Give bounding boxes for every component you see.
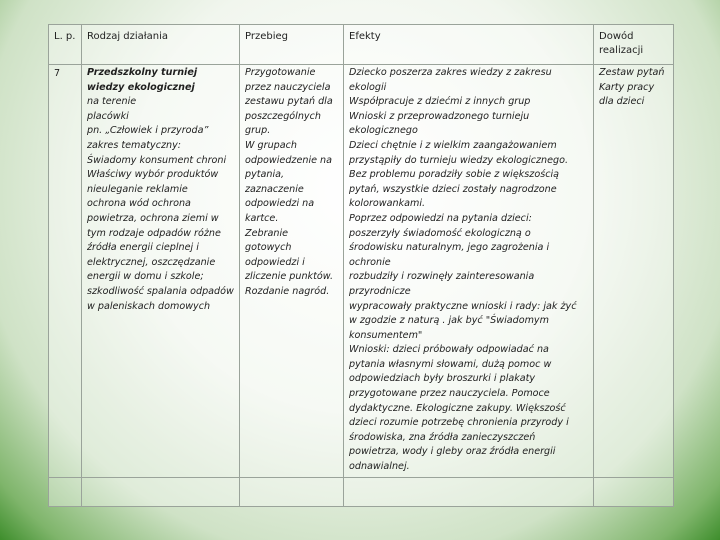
efekty-line: Współpracuje z dziećmi z innych grup <box>349 96 531 108</box>
efekty-line: konsumentem" <box>349 329 423 341</box>
efekty-line: dzieci rozumie potrzebę chronienia przyrody i <box>349 417 569 429</box>
efekty-line: Wnioski z przeprowadzonego turnieju <box>349 110 530 122</box>
efekty-line: środowiska, zna źródła zanieczyszczeń <box>349 431 536 443</box>
efekty-line: kolorowankami. <box>349 198 426 210</box>
przebieg-line: przez nauczyciela <box>245 81 331 93</box>
efekty-line: przystąpiły do turnieju wiedzy ekologicznego. <box>349 154 569 166</box>
rodzaj-line: ochrona wód ochrona <box>87 198 191 210</box>
rodzaj-line: na terenie <box>87 96 137 108</box>
przebieg-line: grup. <box>245 125 271 137</box>
realization-table <box>48 24 674 507</box>
rodzaj-lines <box>87 95 235 314</box>
efekty-line: w zgodzie z naturą . jak być "Świadomym <box>349 315 549 327</box>
header-rodzaj: Rodzaj działania <box>82 25 240 65</box>
rodzaj-line: w paleniskach domowych <box>87 300 211 312</box>
przebieg-line: kartce. <box>245 212 279 224</box>
header-przebieg: Przebieg <box>240 25 344 65</box>
efekty-line: rozbudziły i rozwinęły zainteresowania <box>349 271 535 283</box>
efekty-line: przyrodnicze <box>349 285 411 297</box>
przebieg-line: gotowych <box>245 242 292 254</box>
rodzaj-line: szkodliwość spalania odpadów <box>87 285 234 297</box>
slide <box>48 24 673 502</box>
header-lp: L. p. <box>49 25 82 65</box>
efekty-line: Dzieci chętnie i z wielkim zaangażowaniem <box>349 139 557 151</box>
efekty-line: Poprzez odpowiedzi na pytania dzieci: <box>349 212 532 224</box>
efekty-line: odpowiedziach były broszurki i plakaty <box>349 373 536 385</box>
rodzaj-line: Właściwy wybór produktów <box>87 169 219 181</box>
rodzaj-line: Świadomy konsument chroni <box>87 154 227 166</box>
efekty-line: pytań, wszystkie dzieci zostały nagrodzone <box>349 183 557 195</box>
rodzaj-line: elektrycznej, oszczędzanie <box>87 256 216 268</box>
przebieg-line: Rozdanie nagród. <box>245 285 330 297</box>
header-row <box>49 25 674 65</box>
efekty-line: Bez problemu poradziły sobie z większością <box>349 169 560 181</box>
empty-cell <box>594 477 674 506</box>
rodzaj-line: tym rodzaje odpadów różne <box>87 227 221 239</box>
efekty-line: wypracowały praktyczne wnioski i rady: jak żyć <box>349 300 577 312</box>
rodzaj-line: nieuleganie reklamie <box>87 183 188 195</box>
efekty-line: ochronie <box>349 256 391 268</box>
cell-efekty <box>344 65 594 478</box>
cell-lp: 7 <box>49 65 82 478</box>
efekty-line: dydaktyczne. Ekologiczne zakupy. Większość <box>349 402 566 414</box>
empty-cell <box>240 477 344 506</box>
rodzaj-line: powietrza, ochrona ziemi w <box>87 212 219 224</box>
efekty-line: środowisku naturalnym, jego zagrożenia i <box>349 242 550 254</box>
empty-cell <box>344 477 594 506</box>
rodzaj-line: pn. „Człowiek i przyroda” <box>87 125 209 137</box>
efekty-line: odnawialnej. <box>349 461 410 473</box>
przebieg-line: odpowiedzenie na <box>245 154 333 166</box>
table-row <box>49 65 674 478</box>
przebieg-line: zliczenie punktów. <box>245 271 333 283</box>
dowod-line: dla dzieci <box>599 96 645 108</box>
dowod-line: Zestaw pytań <box>599 67 665 78</box>
rodzaj-line: placówki <box>87 110 129 122</box>
cell-rodzaj <box>82 65 240 478</box>
przebieg-line: zestawu pytań dla <box>245 96 333 108</box>
rodzaj-line: źródła energii cieplnej i <box>87 242 199 254</box>
efekty-line: poszerzyły świadomość ekologiczną o <box>349 227 531 239</box>
efekty-line: powietrza, wody i gleby oraz źródła energii <box>349 446 556 458</box>
cell-dowod <box>594 65 674 478</box>
rodzaj-line: zakres tematyczny: <box>87 139 181 151</box>
efekty-line: pytania własnymi słowami, dużą pomoc w <box>349 358 552 370</box>
empty-row <box>49 477 674 506</box>
empty-cell <box>49 477 82 506</box>
przebieg-line: W grupach <box>245 139 297 151</box>
efekty-line: Dziecko poszerza zakres wiedzy z zakresu <box>349 67 552 78</box>
przebieg-line: odpowiedzi i <box>245 256 305 268</box>
przebieg-line: Zebranie <box>245 227 289 239</box>
header-efekty: Efekty <box>344 25 594 65</box>
rodzaj-line: energii w domu i szkole; <box>87 271 204 283</box>
efekty-line: przygotowane przez nauczyciela. Pomoce <box>349 388 550 400</box>
header-dowod: Dowód realizacji <box>594 25 674 65</box>
przebieg-line: odpowiedzi na <box>245 198 315 210</box>
rodzaj-title: Przedszkolny turniej wiedzy ekologicznej <box>87 67 198 93</box>
przebieg-line: zaznaczenie <box>245 183 304 195</box>
empty-cell <box>82 477 240 506</box>
efekty-line: ekologicznego <box>349 125 418 137</box>
przebieg-line: pytania, <box>245 169 285 181</box>
przebieg-line: Przygotowanie <box>245 67 316 78</box>
przebieg-line: poszczególnych <box>245 110 321 122</box>
dowod-line: Karty pracy <box>599 81 655 93</box>
efekty-line: ekologii <box>349 81 387 93</box>
efekty-line: Wnioski: dzieci próbowały odpowiadać na <box>349 344 549 356</box>
cell-przebieg <box>240 65 344 478</box>
